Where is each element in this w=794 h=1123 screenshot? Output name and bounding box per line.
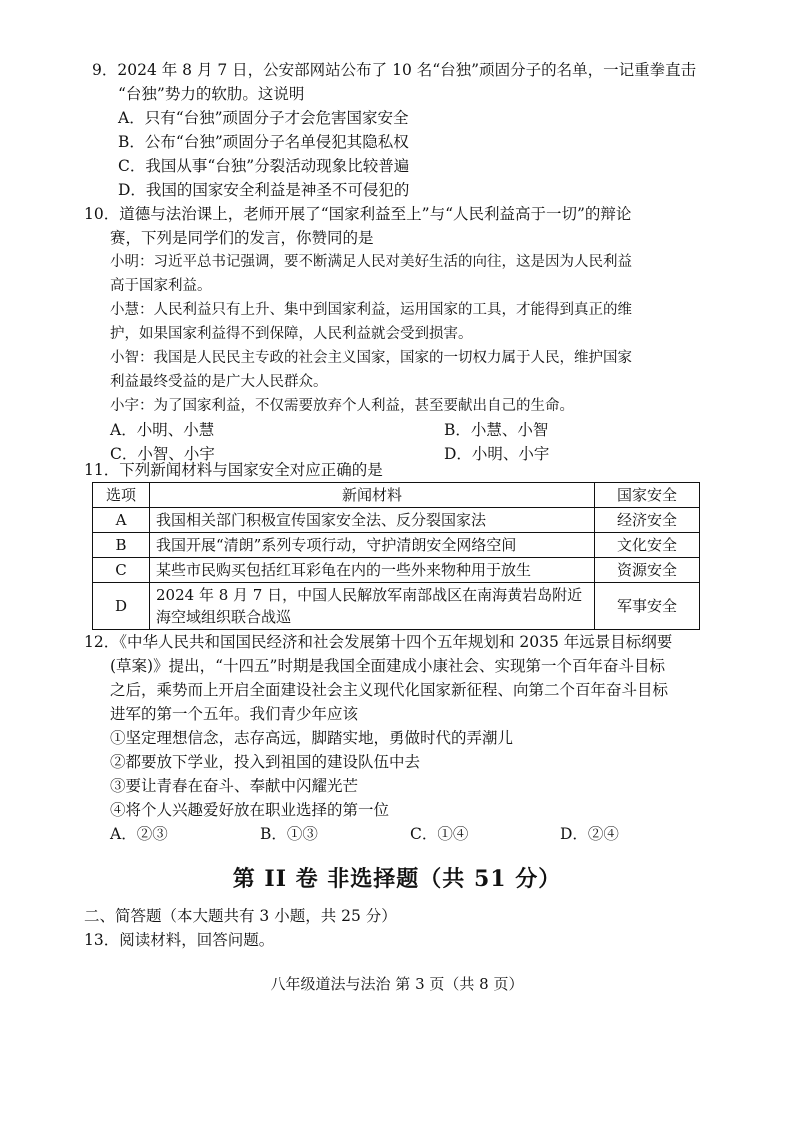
row-a-option: A [93, 508, 150, 533]
table-row [93, 508, 700, 533]
speech-xiaozhi-line2: 利益最终受益的是广大人民群众。 [110, 374, 328, 390]
question-10 [84, 202, 632, 466]
question-12-stem-line1: 12．《中华人民共和国国民经济和社会发展第十四个五年规划和 2035 年远景目标纲要 [84, 633, 673, 651]
question-9 [92, 58, 696, 202]
question-12-item-3: ③要让青春在奋斗、奉献中闪耀光芒 [110, 777, 359, 795]
row-c-option: C [93, 558, 150, 583]
speech-xiaozhi-line1: 小智：我国是人民民主专政的社会主义国家，国家的一切权力属于人民，维护国家 [110, 350, 632, 366]
header-option: 选项 [93, 483, 150, 508]
question-12-stem-line4: 进军的第一个五年。我们青少年应该 [110, 705, 359, 723]
table-row [93, 583, 700, 630]
page-footer: 八年级道法与法治 第 3 页（共 8 页） [270, 975, 524, 993]
table-header-row [93, 483, 700, 508]
question-10-options-row1 [84, 418, 632, 442]
header-security: 国家安全 [595, 483, 700, 508]
row-c-news: 某些市民购买包括红耳彩龟在内的一些外来物种用于放生 [150, 558, 595, 583]
question-10-stem-line2: 赛，下列是同学们的发言，你赞同的是 [110, 229, 374, 247]
row-a-news: 我国相关部门积极宣传国家安全法、反分裂国家法 [150, 508, 595, 533]
question-9-option-d: D．我国的国家安全利益是神圣不可侵犯的 [118, 181, 410, 199]
question-10-option-d: D．小明、小宇 [444, 445, 550, 463]
section-title: 第 II 卷 非选择题（共 51 分） [232, 866, 562, 892]
question-11 [84, 458, 383, 482]
header-news: 新闻材料 [150, 483, 595, 508]
question-10-stem-line1: 10．道德与法治课上，老师开展了“国家利益至上”与“人民利益高于一切”的辩论 [84, 205, 632, 223]
speech-xiaoyu: 小宇：为了国家利益，不仅需要放弃个人利益，甚至要献出自己的生命。 [110, 398, 574, 414]
speech-xiaohui-line2: 护，如果国家利益得不到保障，人民利益就会受到损害。 [110, 326, 473, 342]
row-b-news: 我国开展“清朗”系列专项行动，守护清朗安全网络空间 [150, 533, 595, 558]
question-9-option-b: B．公布“台独”顽固分子名单侵犯其隐私权 [118, 133, 409, 151]
question-12-item-1: ①坚定理想信念，志存高远，脚踏实地，勇做时代的弄潮儿 [110, 729, 514, 747]
row-b-security: 文化安全 [595, 533, 700, 558]
question-13-stem: 13．阅读材料，回答问题。 [84, 931, 275, 949]
question-10-option-a: A．小明、小慧 [110, 421, 215, 439]
speech-xiaohui-line1: 小慧：人民利益只有上升、集中到国家利益，运用国家的工具，才能得到真正的维 [110, 302, 632, 318]
question-9-stem-line1: 9．2024 年 8 月 7 日，公安部网站公布了 10 名“台独”顽固分子的名单，一记重拳直击 [92, 61, 697, 79]
question-12-stem-line3: 之后，乘势而上开启全面建设社会主义现代化国家新征程、向第二个百年奋斗目标 [110, 681, 669, 699]
row-d-option: D [93, 583, 150, 630]
row-c-security: 资源安全 [595, 558, 700, 583]
section-part [84, 904, 397, 952]
row-a-security: 经济安全 [595, 508, 700, 533]
row-d-news-line2: 海空域组织联合战巡 [156, 608, 292, 626]
question-12-option-a: A．②③ [110, 825, 168, 843]
table-row [93, 533, 700, 558]
question-9-option-a: A．只有“台独”顽固分子才会危害国家安全 [118, 109, 409, 127]
news-table [92, 482, 700, 630]
question-12 [84, 630, 710, 846]
question-12-options [84, 822, 710, 846]
question-12-option-c: C．①④ [410, 825, 469, 843]
speech-xiaoming-line1: 小明：习近平总书记强调，要不断满足人民对美好生活的向往，这是因为人民利益 [110, 254, 632, 270]
question-9-stem-line2: “台独”势力的软肋。这说明 [118, 85, 305, 103]
row-d-security: 军事安全 [595, 583, 700, 630]
row-b-option: B [93, 533, 150, 558]
question-9-option-c: C．我国从事“台独”分裂活动现象比较普遍 [118, 157, 410, 175]
row-d-news-line1: 2024 年 8 月 7 日，中国人民解放军南部战区在南海黄岩岛附近 [156, 586, 583, 604]
table-row [93, 558, 700, 583]
question-12-item-2: ②都要放下学业，投入到祖国的建设队伍中去 [110, 753, 421, 771]
question-11-stem: 11．下列新闻材料与国家安全对应正确的是 [84, 461, 383, 479]
row-d-news [150, 583, 595, 630]
question-12-item-4: ④将个人兴趣爱好放在职业选择的第一位 [110, 801, 390, 819]
question-12-stem-line2: (草案)》提出，“十四五”时期是我国全面建成小康社会、实现第一个百年奋斗目标 [110, 657, 665, 675]
speech-xiaoming-line2: 高于国家利益。 [110, 278, 212, 294]
question-10-option-b: B．小慧、小智 [444, 421, 549, 439]
question-12-option-b: B．①③ [260, 825, 318, 843]
question-12-option-d: D．②④ [560, 825, 619, 843]
question-10-option-c: C．小智、小宇 [110, 445, 215, 463]
section-part-heading: 二、简答题（本大题共有 3 小题，共 25 分） [84, 907, 397, 925]
